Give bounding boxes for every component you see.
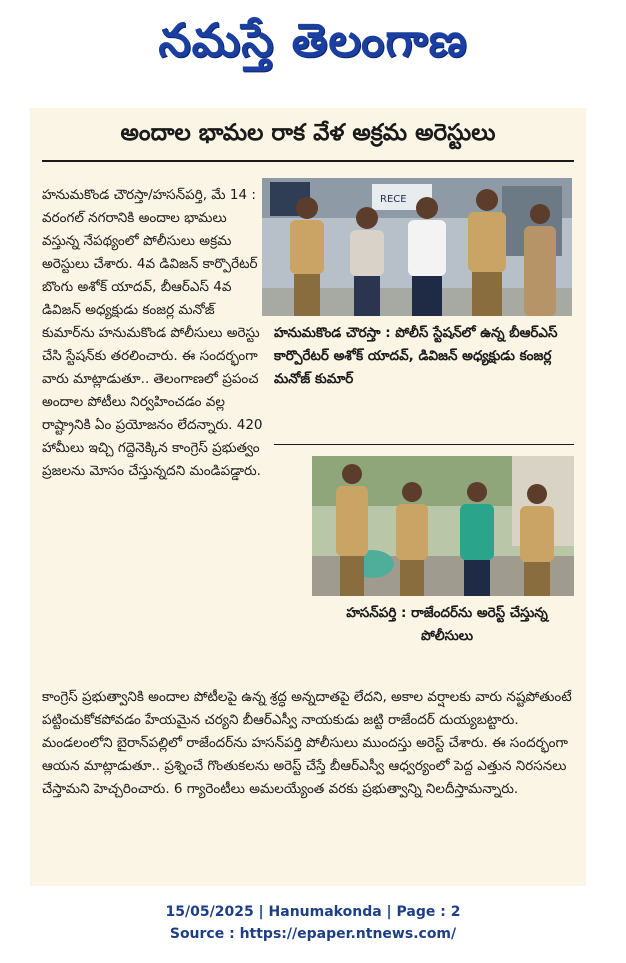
photo2-caption: హసన్‌పర్తి : రాజేందర్‌ను అరెస్ట్ చేస్తున్న పోలీసులు [346,605,548,644]
article-full-width-text: కాంగ్రెస్ ప్రభుత్వానికి అందాల పోటీలపై ఉన్న శ్రద్ధ అన్నదాతపై లేదని, అకాల వర్షాలకు వారు నష్టపోతుంటే పట్టించుకోకపోవడం హేయమైన చర్యని బీఆర్‌ఎస్వీ నాయకుడు జట్టి రాజేందర్ దుయ్యబట్టారు. మండలంలోని బైరాన్‌పల్లిలో రాజేందర్‌ను హసన్‌పర్తి పోలీసులు ముందస్తు అరెస్ట్ చేశారు. ఈ సందర్భంగా ఆయన మాట్లాడుతూ.. ప్రశ్నించే గొంతుకలను అరెస్ట్ చేస్తే బీఆర్‌ఎస్వీ ఆధ్వర్యంలో పెద్ద ఎత్తున నిరసనలు చేస్తామని హెచ్చరించారు. 6 గ్యారెంటీలు అమలయ్యేంత వరకు ప్రభుత్వాన్ని నిలదీస్తామన్నారు. [42,689,572,797]
masthead [0,0,626,92]
photo-sign-text: RECE [380,194,407,205]
photo-police-station [262,178,572,316]
newspaper-logo: నమస్తే తెలంగాణ [158,13,468,67]
footer-source: Source : https://epaper.ntnews.com/ [169,926,457,942]
caption-divider [274,444,574,445]
photo-arrest-image [312,456,574,596]
news-clipping [30,108,586,886]
article-column-text: హనుమకొండ చౌరస్తా/హసన్‌పర్తి, మే 14 : వరంగల్ నగరానికి అందాల భామలు వస్తున్న నేపథ్యంలో పోలీసులు అక్రమ అరెస్టులు చేశారు. 4వ డివిజన్ కార్పొరేటర్ బొంగు అశోక్ యాదవ్, బీఆర్‌ఎస్ 4వ డివిజన్ అధ్యక్షుడు కంజర్ల మనోజ్ కుమార్‌ను హనుమకొండ పోలీసులు అరెస్టు చేసి స్టేషన్‌కు తరలించారు. ఈ సందర్భంగా వారు మాట్లాడుతూ.. తెలంగాణలో ప్రపంచ అందాల పోటీలు నిర్వహించడం వల్ల రాష్ట్రానికి ఏం ప్రయోజనం లేదన్నారు. 420 హామీలు ఇచ్చి గద్దెనెక్కిన కాంగ్రెస్ ప్రభుత్వం ప్రజలను మోసం చేస్తున్నదని మండిపడ్డారు. [42,187,263,479]
article-headline: అందాల భామల రాక వేళ అక్రమ అరెస్టులు [120,120,496,146]
photo-police-station-image [262,178,572,316]
headline-divider [42,160,574,162]
photo1-caption: హనుమకొండ చౌరస్తా : పోలీస్ స్టేషన్‌లో ఉన్న బీఆర్‌ఎస్ కార్పొరేటర్ అశోక్ యాదవ్, డివిజన్ అధ్యక్షుడు కంజర్ల మనోజ్ కుమార్ [274,325,558,387]
photo-arrest-hasanparthy [312,456,574,596]
footer-date-edition: 15/05/2025 | Hanumakonda | Page : 2 [165,904,461,920]
